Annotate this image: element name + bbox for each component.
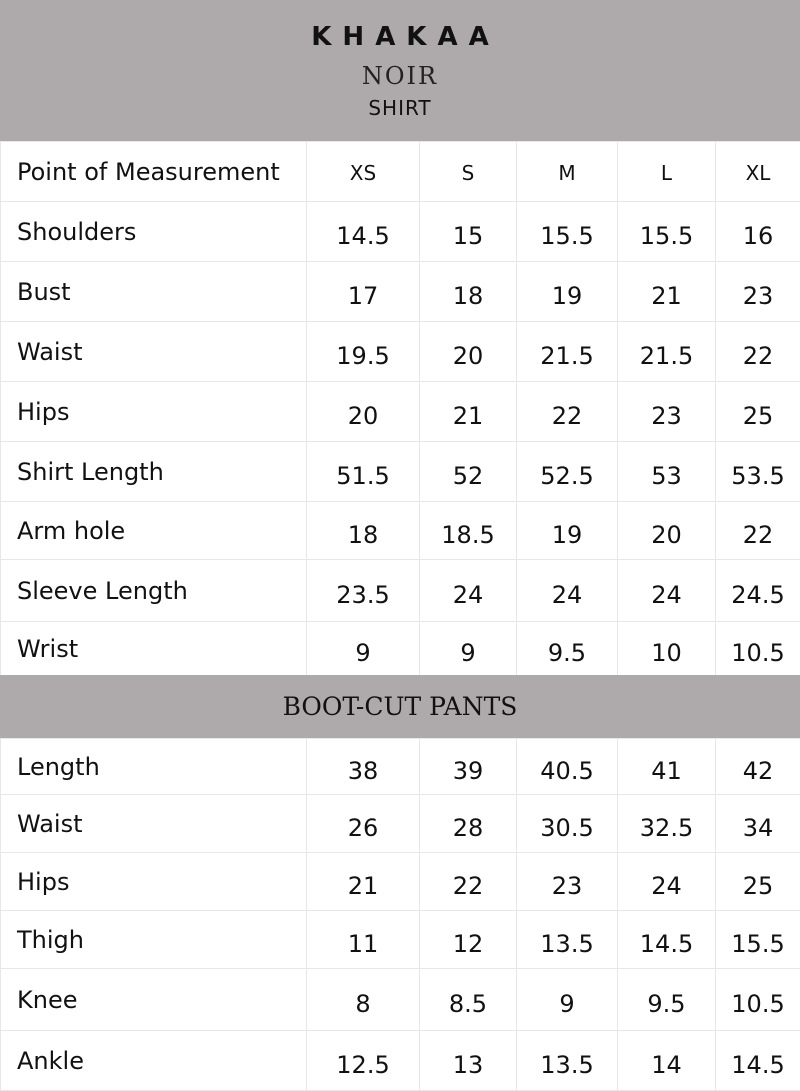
measurement-value: 52 [420,442,517,502]
measurement-value: 24.5 [716,560,800,622]
table-row [1,442,800,502]
measurement-value: 21.5 [618,322,716,382]
measurement-value: 21 [307,853,420,911]
table-row [1,739,800,795]
size-header: XS [307,142,420,202]
measurement-value: 16 [716,202,800,262]
measurement-value: 10 [618,622,716,676]
measurement-value: 23 [517,853,618,911]
measurement-value: 18 [420,262,517,322]
header-banner [0,0,800,141]
size-header: S [420,142,517,202]
measurement-value: 19.5 [307,322,420,382]
measurement-value: 23.5 [307,560,420,622]
pants-section-title: BOOT-CUT PANTS [0,675,800,738]
table-row [1,969,800,1031]
collection-name: NOIR [0,62,800,90]
measurement-value: 39 [420,739,517,795]
measurement-value: 53.5 [716,442,800,502]
table-row [1,382,800,442]
measurement-value: 9.5 [618,969,716,1031]
measurement-value: 8.5 [420,969,517,1031]
measurement-value: 32.5 [618,795,716,853]
garment-title: SHIRT [0,96,800,120]
measurement-value: 40.5 [517,739,618,795]
table-row [1,262,800,322]
measurement-value: 13.5 [517,1031,618,1091]
measurement-value: 51.5 [307,442,420,502]
brand-logo: KHAKAA [0,22,800,52]
table-row [1,560,800,622]
measurement-value: 21 [420,382,517,442]
measurement-label: Wrist [1,622,307,676]
measurement-value: 24 [618,560,716,622]
measurement-value: 14 [618,1031,716,1091]
measurement-value: 10.5 [716,969,800,1031]
measurement-value: 15.5 [517,202,618,262]
table-row [1,911,800,969]
measurement-value: 28 [420,795,517,853]
measurement-value: 9 [517,969,618,1031]
size-header: XL [716,142,800,202]
table-row [1,202,800,262]
measurement-value: 20 [307,382,420,442]
measurement-value: 9.5 [517,622,618,676]
measurement-label: Thigh [1,911,307,969]
measurement-value: 14.5 [618,911,716,969]
measurement-label: Waist [1,795,307,853]
measurement-label: Length [1,739,307,795]
measurement-value: 12.5 [307,1031,420,1091]
measurement-value: 9 [420,622,517,676]
measurement-value: 38 [307,739,420,795]
header-label: Point of Measurement [1,142,307,202]
measurement-value: 22 [716,502,800,560]
measurement-value: 10.5 [716,622,800,676]
measurement-value: 20 [618,502,716,560]
measurement-value: 15 [420,202,517,262]
measurement-label: Knee [1,969,307,1031]
measurement-label: Bust [1,262,307,322]
measurement-value: 14.5 [716,1031,800,1091]
measurement-value: 34 [716,795,800,853]
size-header: M [517,142,618,202]
measurement-value: 22 [517,382,618,442]
table-row [1,1031,800,1091]
measurement-value: 30.5 [517,795,618,853]
measurement-value: 19 [517,262,618,322]
measurement-label: Shirt Length [1,442,307,502]
measurement-value: 53 [618,442,716,502]
measurement-value: 22 [716,322,800,382]
measurement-label: Hips [1,382,307,442]
measurement-value: 21.5 [517,322,618,382]
measurement-value: 13.5 [517,911,618,969]
table-row [1,322,800,382]
measurement-label: Hips [1,853,307,911]
measurement-value: 8 [307,969,420,1031]
table-header-row [1,142,800,202]
size-header: L [618,142,716,202]
measurement-value: 18 [307,502,420,560]
measurement-value: 9 [307,622,420,676]
measurement-value: 25 [716,382,800,442]
measurement-value: 26 [307,795,420,853]
measurement-value: 41 [618,739,716,795]
measurement-label: Arm hole [1,502,307,560]
measurement-value: 12 [420,911,517,969]
measurement-value: 25 [716,853,800,911]
pants-size-table [0,738,800,1091]
measurement-value: 15.5 [618,202,716,262]
measurement-value: 17 [307,262,420,322]
measurement-value: 20 [420,322,517,382]
measurement-value: 24 [618,853,716,911]
measurement-label: Ankle [1,1031,307,1091]
measurement-value: 15.5 [716,911,800,969]
measurement-value: 21 [618,262,716,322]
measurement-value: 18.5 [420,502,517,560]
measurement-value: 23 [716,262,800,322]
measurement-value: 11 [307,911,420,969]
table-row [1,622,800,676]
shirt-size-table [0,141,800,676]
measurement-value: 13 [420,1031,517,1091]
measurement-value: 23 [618,382,716,442]
measurement-label: Shoulders [1,202,307,262]
measurement-value: 22 [420,853,517,911]
table-row [1,795,800,853]
measurement-value: 14.5 [307,202,420,262]
measurement-value: 19 [517,502,618,560]
measurement-label: Waist [1,322,307,382]
table-row [1,853,800,911]
measurement-value: 52.5 [517,442,618,502]
measurement-value: 24 [420,560,517,622]
measurement-value: 24 [517,560,618,622]
table-row [1,502,800,560]
measurement-value: 42 [716,739,800,795]
measurement-label: Sleeve Length [1,560,307,622]
